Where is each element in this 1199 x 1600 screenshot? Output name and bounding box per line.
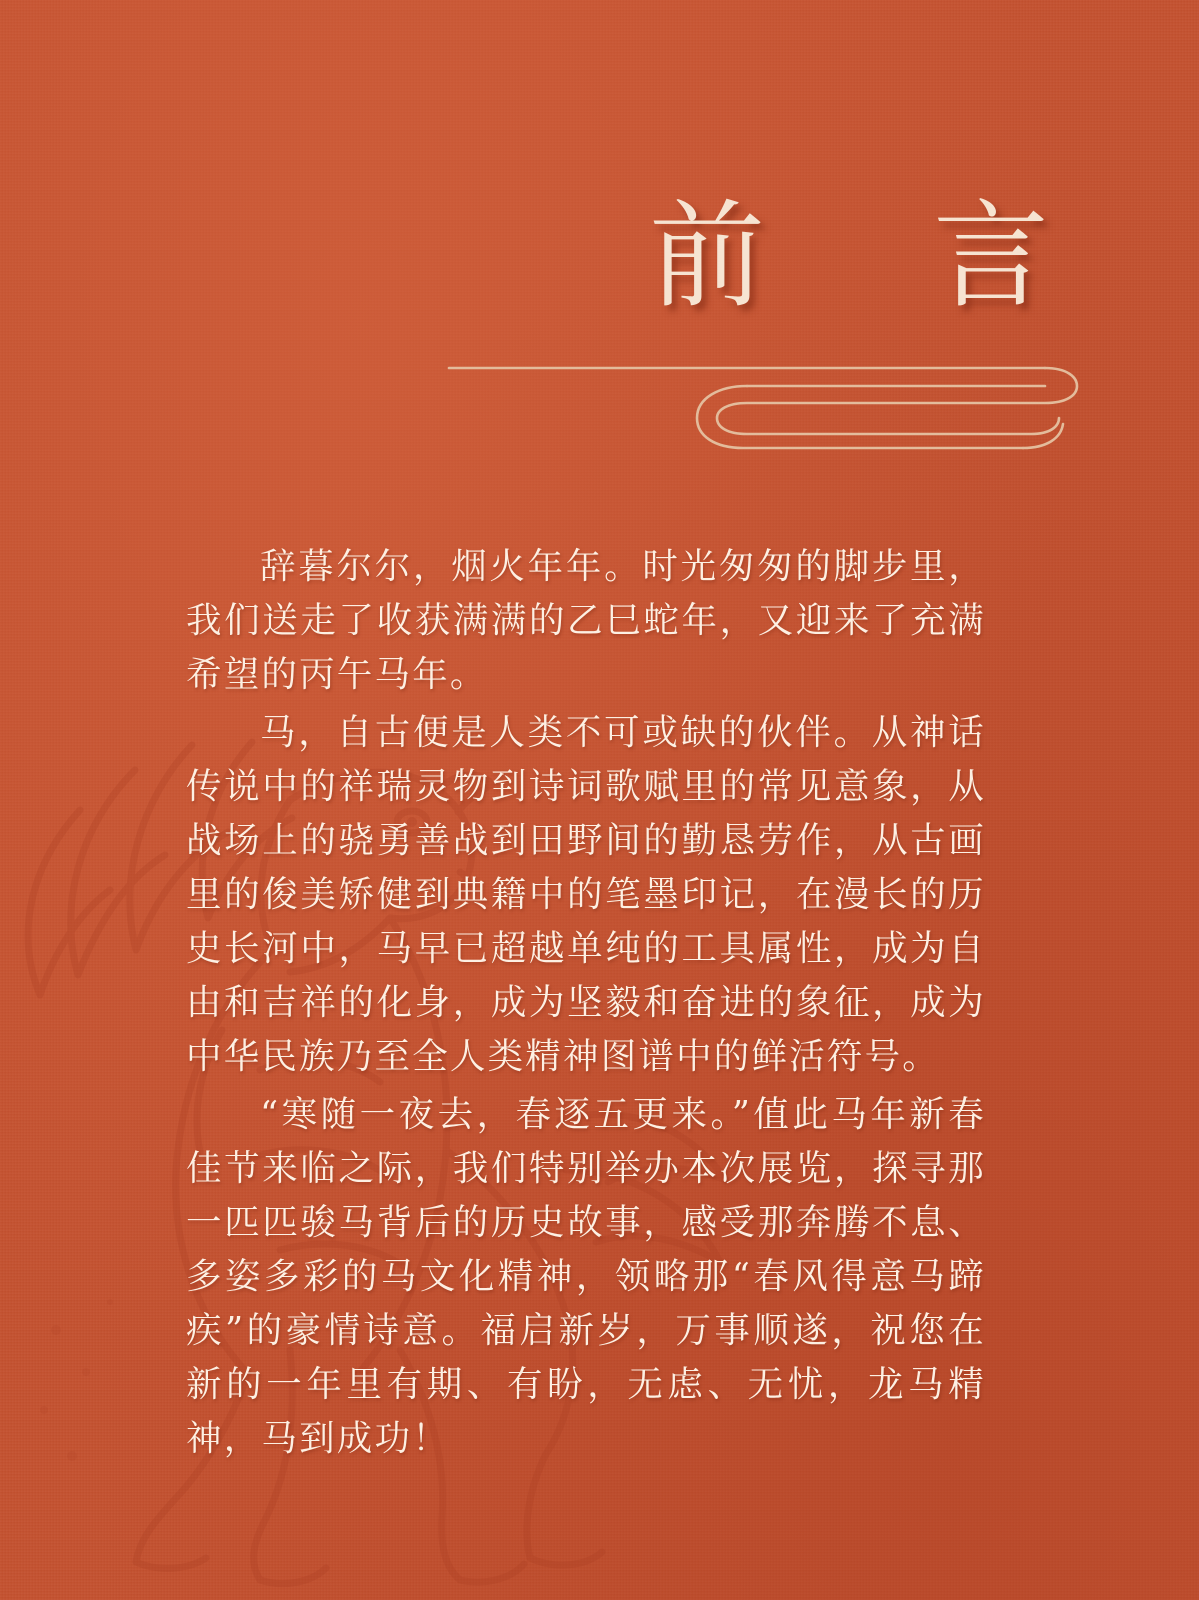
page-title-text: 前 言 xyxy=(649,189,1075,324)
foreword-body xyxy=(186,540,986,1466)
paragraph: “寒随一夜去，春逐五更来。”值此马年新春佳节来临之际，我们特别举办本次展览，探寻那一匹匹骏马背后的历史故事，感受那奔腾不息、多姿多彩的马文化精神，领略那“春风得意马蹄疾”的豪情诗意。福启新岁，万事顺遂，祝您在新的一年里有期、有盼，无虑、无忧，龙马精神，马到成功！ xyxy=(186,1094,986,1459)
page-title xyxy=(461,189,1081,324)
scroll-line-ornament-icon xyxy=(447,352,1081,462)
paragraph: 辞暮尔尔，烟火年年。时光匆匆的脚步里，我们送走了收获满满的乙巳蛇年，又迎来了充满希望的丙午马年。 xyxy=(186,546,986,695)
paragraph: 马，自古便是人类不可或缺的伙伴。从神话传说中的祥瑞灵物到诗词歌赋里的常见意象，从战场上的骁勇善战到田野间的勤恳劳作，从古画里的俊美矫健到典籍中的笔墨印记，在漫长的历史长河中，马早已超越单纯的工具属性，成为自由和吉祥的化身，成为坚毅和奋进的象征，成为中华民族乃至全人类精神图谱中的鲜活符号。 xyxy=(186,712,986,1077)
